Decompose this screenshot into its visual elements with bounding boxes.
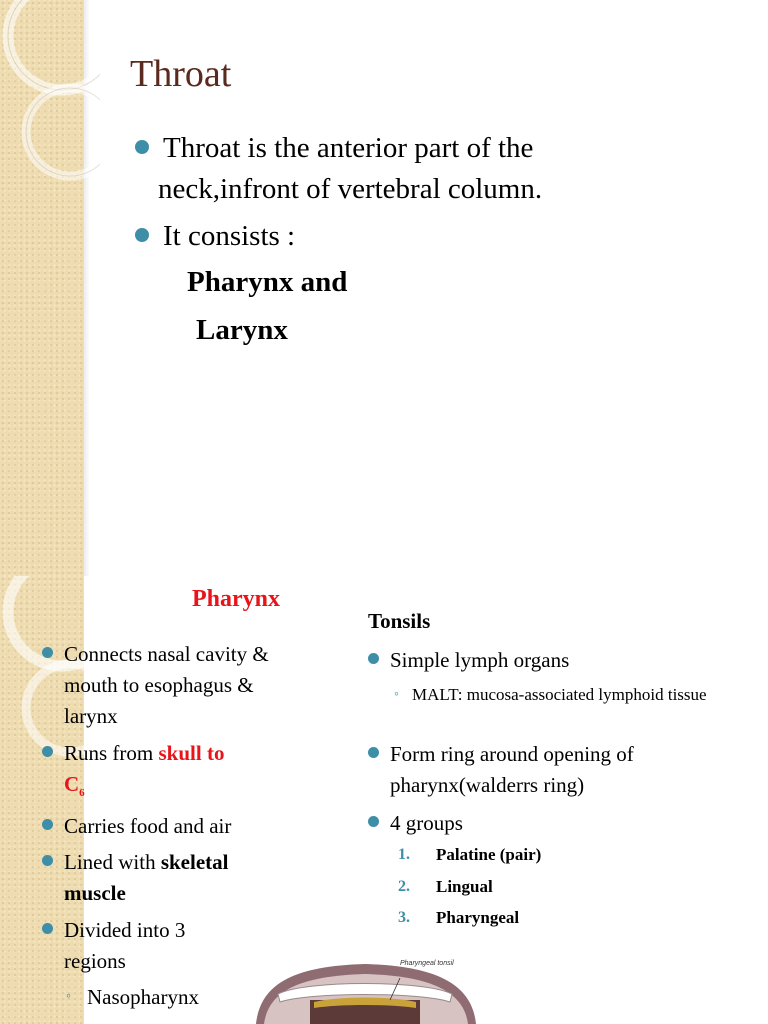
bullet-dot-icon <box>368 653 379 664</box>
group-number: 1. <box>398 846 410 863</box>
group-item-pharyngeal: Pharyngeal <box>436 908 520 927</box>
bullet-dot-icon <box>42 819 53 830</box>
pharynx-bullet-connects: Connects nasal cavity & mouth to esophagus & larynx <box>64 642 269 728</box>
tonsils-bullet-groups: 4 groups <box>390 811 463 835</box>
group-item-lingual: Lingual <box>436 877 493 896</box>
slide-pharynx <box>0 576 768 1024</box>
pharynx-bullet-divided: Divided into 3 regions <box>64 918 186 973</box>
group-number: 3. <box>398 909 410 926</box>
tonsils-sub-malt: MALT: mucosa-associated lymphoid tissue <box>412 685 707 704</box>
bullet-line: It consists : <box>163 220 296 252</box>
bullet-dot-icon <box>42 647 53 658</box>
tonsils-bullet-simple: Simple lymph organs <box>390 648 570 672</box>
pharynx-bullet-lined: Lined with skeletal muscle <box>64 850 229 905</box>
bullet-line: neck,infront of vertebral column. <box>158 173 543 205</box>
group-number: 2. <box>398 878 410 895</box>
hollow-bullet-icon: ◦ <box>66 989 71 1004</box>
bullet-dot-icon <box>368 747 379 758</box>
bullet-dot-icon <box>135 140 149 154</box>
bullet-dot-icon <box>42 923 53 934</box>
pharynx-bullet-carries: Carries food and air <box>64 814 232 838</box>
pharynx-bullet-runs: Runs from skull to $C_6$ <box>64 741 225 800</box>
hollow-bullet-icon: ◦ <box>394 687 399 702</box>
sub-item-pharynx: Pharynx and <box>187 266 348 298</box>
pharynx-sub-nasopharynx: Nasopharynx <box>87 985 199 1009</box>
slide-title: Throat <box>130 53 232 95</box>
bullet-line: Throat is the anterior part of the <box>163 132 534 164</box>
bullet-dot-icon <box>42 746 53 757</box>
group-item-palatine: Palatine (pair) <box>436 845 542 864</box>
bullet-dot-icon <box>42 855 53 866</box>
sub-item-larynx: Larynx <box>196 314 288 346</box>
pharynx-title: Pharynx <box>192 586 281 612</box>
tonsils-title: Tonsils <box>368 609 431 633</box>
figure-label: Pharyngeal tonsil <box>400 960 454 967</box>
bullet-dot-icon <box>368 816 379 827</box>
tonsils-bullet-ring: Form ring around opening of pharynx(walderrs ring) <box>390 742 634 797</box>
bullet-dot-icon <box>135 228 149 242</box>
decorative-rings-icon <box>0 0 100 200</box>
